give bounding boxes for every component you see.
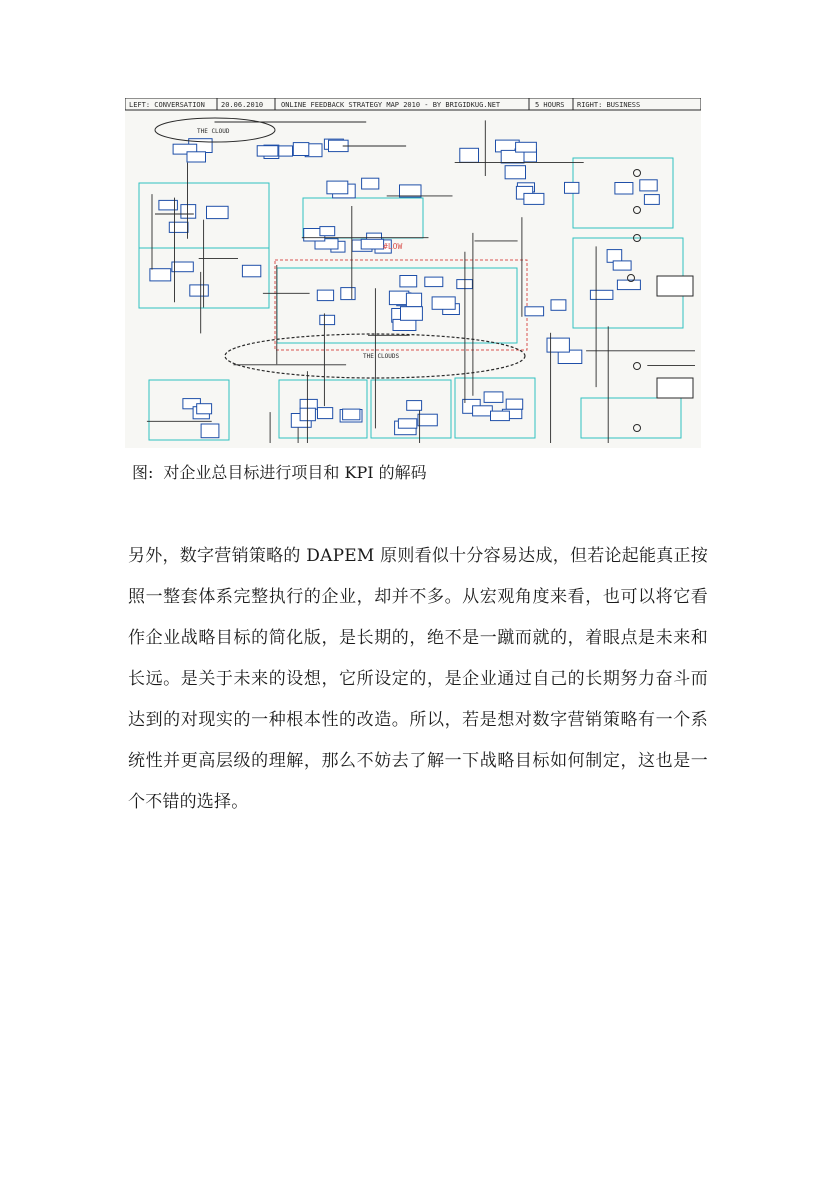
sketch-box: [432, 297, 455, 309]
sketch-box: [320, 227, 335, 236]
sketch-box: [640, 180, 657, 191]
sketch-box: [491, 411, 510, 421]
sketch-box: [460, 148, 479, 162]
sketch-box: [617, 280, 640, 290]
sketch-box: [613, 261, 631, 270]
header-title: ONLINE FEEDBACK STRATEGY MAP 2010 - BY BRIGIDKUG.NET: [281, 101, 501, 109]
sketch-box: [389, 291, 408, 305]
sketch-region: [581, 398, 681, 438]
sketch-box: [169, 222, 188, 232]
header-left: LEFT: CONVERSATION: [129, 101, 205, 109]
figure-caption: [132, 462, 427, 484]
sketch-box: [187, 152, 206, 162]
sketch-box: [407, 401, 422, 411]
sketch-box: [398, 419, 416, 428]
sketch-body: [139, 120, 695, 443]
sketch-box: [516, 142, 537, 152]
sketch-box: [506, 399, 523, 409]
sketch-box: [393, 319, 416, 330]
sketch-box: [201, 424, 219, 438]
sketch-box: [150, 269, 171, 281]
sketch-box: [242, 265, 260, 277]
sketch-box: [565, 182, 579, 193]
header-date: 20.06.2010: [221, 101, 264, 109]
sketch-box: [418, 414, 437, 426]
body-paragraph: 另外，数字营销策略的 DAPEM 原则看似十分容易达成，但若论起能真正按照一整套体系完整执行的企业，却并不多。从宏观角度来看，也可以将它看作企业战略目标的简化版，是长期的，绝不是一蹴而就的，着眼点是未来和长远。是关于未来的设想，它所设定的，是企业通过自己的长期努力奋斗而达到的对现实的一种根本性的改造。所以，若是想对数字营销策略有一个系统性并更高层级的理解，那么不妨去了解一下战略目标如何制定，这也是一个不错的选择。: [128, 546, 708, 812]
watermark-bottom: [294, 1041, 408, 1178]
sketch-box: [524, 193, 544, 204]
header-hours: 5 HOURS: [535, 101, 565, 109]
sketch-box: [400, 185, 422, 197]
sketch-box: [343, 409, 360, 420]
sketch-box: [425, 277, 443, 287]
sketch-box: [406, 293, 421, 307]
person-icon: [634, 425, 641, 432]
sketch-box: [318, 408, 333, 419]
sketch-box: [401, 307, 423, 321]
sketch-box: [615, 183, 633, 195]
strategy-map-sketch: [125, 98, 701, 448]
sketch-box: [257, 146, 278, 156]
red-note: #LOW: [383, 242, 403, 251]
cloud-top-label: THE CLOUD: [197, 128, 230, 135]
sketch-box: [327, 181, 348, 194]
sketch-box: [400, 276, 417, 287]
sketch-box: [277, 146, 292, 156]
person-icon: [634, 170, 641, 177]
sketch-box: [197, 404, 212, 414]
sketch-box: [320, 315, 335, 324]
caption-prefix: 图:: [132, 463, 154, 482]
person-icon: [634, 363, 641, 370]
sketch-box: [590, 290, 613, 299]
cloud-bottom-label: THE CLOUDS: [363, 353, 400, 360]
strategy-map-figure: [125, 98, 701, 448]
sketch-box: [190, 285, 209, 296]
sketch-box: [644, 195, 659, 205]
person-icon: [634, 207, 641, 214]
header-right: RIGHT: BUSINESS: [577, 101, 641, 109]
sketch-box: [341, 288, 355, 300]
sketch-box: [484, 392, 503, 403]
sketch-box: [362, 178, 379, 189]
sketch-box: [525, 307, 544, 316]
sketch-box: [551, 300, 566, 311]
sketch-box: [657, 378, 693, 398]
sketch-box: [473, 406, 493, 416]
sketch-box: [657, 276, 693, 296]
sketch-box: [181, 205, 196, 219]
caption-text: 对企业总目标进行项目和 KPI 的解码: [163, 463, 427, 482]
sketch-box: [207, 206, 229, 218]
sketch-box: [293, 143, 309, 156]
sketch-box: [172, 262, 193, 272]
sketch-box: [361, 239, 383, 249]
sketch-box: [317, 290, 333, 301]
sketch-box: [505, 166, 525, 179]
sketch-box: [607, 250, 622, 263]
